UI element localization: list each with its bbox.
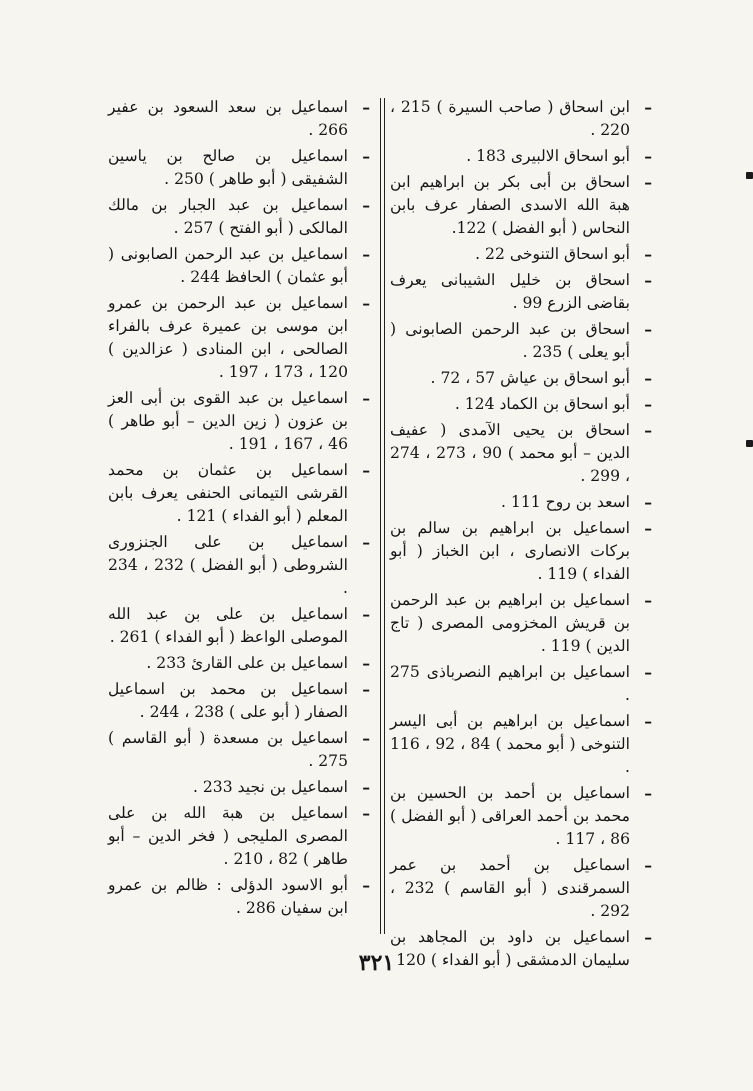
entry-text: أبو اسحاق بن عياش 57 ، 72 . bbox=[430, 369, 630, 387]
entry-text: اسماعيل بن عبد القوى بن أبى العز بن عزون ( زين الدين – أبو طاهر ) 46 ، 167 ، 191 . bbox=[108, 389, 348, 453]
entry-bullet: – bbox=[644, 663, 652, 682]
entry-text: اسماعيل بن صالح بن ياسين الشفيقى ( أبو طاهر ) 250 . bbox=[108, 147, 348, 188]
index-entry bbox=[108, 194, 370, 240]
entry-text: اسماعيل بن مسعدة ( أبو القاسم ) 275 . bbox=[108, 729, 348, 770]
entry-text: اسماعيل بن عثمان بن محمد القرشى التيمانى الحنفى يعرف بابن المعلم ( أبو الفداء ) 121 . bbox=[108, 461, 348, 525]
entry-bullet: – bbox=[644, 147, 652, 166]
column-divider bbox=[380, 98, 381, 934]
entry-bullet: – bbox=[362, 778, 370, 797]
index-column-right bbox=[390, 96, 652, 975]
entry-bullet: – bbox=[362, 804, 370, 823]
index-entry bbox=[390, 419, 652, 488]
entry-bullet: – bbox=[644, 493, 652, 512]
index-entry bbox=[108, 96, 370, 142]
entry-text: أبو اسحاق بن الكماد 124 . bbox=[454, 395, 630, 413]
index-entry bbox=[108, 292, 370, 384]
entry-bullet: – bbox=[644, 784, 652, 803]
entry-text: ابن اسحاق ( صاحب السيرة ) 215 ، 220 . bbox=[390, 98, 630, 139]
entry-text: اسماعيل بن هبة الله بن على المصرى المليجى ( فخر الدين – أبو طاهر ) 82 ، 210 . bbox=[108, 804, 348, 868]
entry-bullet: – bbox=[362, 389, 370, 408]
index-entry bbox=[108, 145, 370, 191]
index-entry bbox=[390, 661, 652, 707]
index-entry bbox=[390, 854, 652, 923]
entry-text: اسماعيل بن سعد السعود بن عفير 266 . bbox=[108, 98, 348, 139]
entry-bullet: – bbox=[644, 271, 652, 290]
entry-bullet: – bbox=[362, 680, 370, 699]
index-entry bbox=[390, 782, 652, 851]
entry-bullet: – bbox=[362, 147, 370, 166]
entry-text: اسماعيل بن نجيد 233 . bbox=[192, 778, 348, 796]
index-entry bbox=[390, 491, 652, 514]
entry-bullet: – bbox=[362, 294, 370, 313]
entry-text: اسحاق بن يحيى الآمدى ( عفيف الدين – أبو محمد ) 90 ، 273 ، 274 ، 299 . bbox=[390, 421, 631, 485]
index-entry bbox=[390, 393, 652, 416]
entry-bullet: – bbox=[644, 395, 652, 414]
page-number: ٣٢١ bbox=[358, 950, 395, 976]
entry-bullet: – bbox=[644, 591, 652, 610]
entry-text: اسماعيل بن ابراهيم النصرباذى 275 . bbox=[390, 663, 630, 704]
index-entry bbox=[390, 96, 652, 142]
index-entry bbox=[108, 874, 370, 920]
entry-bullet: – bbox=[644, 245, 652, 264]
entry-text: أبو الاسود الدؤلى : ظالم بن عمرو ابن سفيان 286 . bbox=[108, 876, 348, 917]
entry-text: اسماعيل بن عبد الجبار بن مالك المالكى ( أبو الفتح ) 257 . bbox=[108, 196, 348, 237]
index-entry bbox=[108, 678, 370, 724]
entry-text: اسماعيل بن أحمد بن الحسين بن محمد بن أحمد العراقى ( أبو الفضل ) 86 ، 117 . bbox=[390, 784, 630, 848]
entry-text: اسماعيل بن على القارئ 233 . bbox=[146, 654, 348, 672]
index-entry bbox=[390, 171, 652, 240]
entry-text: اسماعيل بن ابراهيم بن عبد الرحمن بن قريش المخزومى المصرى ( تاج الدين ) 119 . bbox=[390, 591, 630, 655]
entry-text: اسماعيل بن على بن عبد الله الموصلى الواعظ ( أبو الفداء ) 261 . bbox=[108, 605, 348, 646]
entry-bullet: – bbox=[644, 421, 652, 440]
entry-text: اسحاق بن عبد الرحمن الصابونى ( أبو يعلى ) 235 . bbox=[390, 320, 630, 361]
index-entry bbox=[390, 243, 652, 266]
entry-bullet: – bbox=[644, 173, 652, 192]
entry-text: اسماعيل بن ابراهيم بن سالم بن بركات الانصارى ، ابن الخباز ( أبو الفداء ) 119 . bbox=[390, 519, 630, 583]
index-entry bbox=[108, 776, 370, 799]
entry-bullet: – bbox=[644, 856, 652, 875]
entry-bullet: – bbox=[362, 98, 370, 117]
entry-bullet: – bbox=[644, 928, 652, 947]
index-entry bbox=[390, 318, 652, 364]
entry-text: اسماعيل بن عبد الرحمن بن عمرو ابن موسى بن عميرة عرف بالفراء الصالحى ، ابن المنادى ( عزالدين ) 120 ، 173 ، 197 . bbox=[108, 294, 348, 381]
entry-text: اسماعيل بن محمد بن اسماعيل الصفار ( أبو على ) 238 ، 244 . bbox=[108, 680, 348, 721]
index-entry bbox=[390, 367, 652, 390]
margin-mark bbox=[746, 440, 753, 447]
entry-text: أبو اسحاق التنوخى 22 . bbox=[475, 245, 630, 263]
entry-bullet: – bbox=[644, 320, 652, 339]
index-entry bbox=[390, 269, 652, 315]
entry-bullet: – bbox=[362, 605, 370, 624]
entry-bullet: – bbox=[644, 98, 652, 117]
index-entry bbox=[108, 243, 370, 289]
entry-bullet: – bbox=[362, 654, 370, 673]
entry-bullet: – bbox=[362, 876, 370, 895]
entry-text: اسماعيل بن ابراهيم بن أبى اليسر التنوخى ( أبو محمد ) 84 ، 92 ، 116 . bbox=[390, 712, 631, 776]
entry-bullet: – bbox=[362, 729, 370, 748]
index-entry bbox=[108, 603, 370, 649]
index-entry bbox=[108, 727, 370, 773]
entry-text: اسعد بن روح 111 . bbox=[500, 493, 630, 511]
entry-bullet: – bbox=[644, 712, 652, 731]
index-entry bbox=[108, 387, 370, 456]
entry-text: اسماعيل بن أحمد بن عمر السمرقندى ( أبو القاسم ) 232 ، 292 . bbox=[390, 856, 630, 920]
index-entry bbox=[108, 652, 370, 675]
entry-bullet: – bbox=[362, 245, 370, 264]
entry-text: اسماعيل بن داود بن المجاهد بن سليمان الدمشقى ( أبو الفداء ) 120 bbox=[390, 928, 630, 969]
entry-text: اسحاق بن أبى بكر بن ابراهيم ابن هبة الله الاسدى الصفار عرف بابن النحاس ( أبو الفضل ) 122. bbox=[390, 173, 630, 237]
index-column-left bbox=[108, 96, 370, 923]
index-entry bbox=[108, 459, 370, 528]
entry-bullet: – bbox=[644, 369, 652, 388]
index-entry bbox=[390, 589, 652, 658]
entry-bullet: – bbox=[362, 196, 370, 215]
entry-text: اسماعيل بن على الجنزورى الشروطى ( أبو الفضل ) 232 ، 234 . bbox=[108, 533, 348, 597]
index-entry bbox=[108, 802, 370, 871]
entry-bullet: – bbox=[644, 519, 652, 538]
entry-bullet: – bbox=[362, 461, 370, 480]
column-divider bbox=[384, 98, 385, 934]
margin-mark bbox=[746, 172, 753, 179]
entry-text: اسماعيل بن عبد الرحمن الصابونى ( أبو عثمان ) الحافظ 244 . bbox=[108, 245, 348, 286]
entry-bullet: – bbox=[362, 533, 370, 552]
index-entry bbox=[390, 145, 652, 168]
entry-text: اسحاق بن خليل الشيبانى يعرف بقاضى الزرع 99 . bbox=[390, 271, 630, 312]
index-entry bbox=[390, 710, 652, 779]
index-entry bbox=[390, 517, 652, 586]
index-entry bbox=[108, 531, 370, 600]
entry-text: أبو اسحاق الالبيرى 183 . bbox=[466, 147, 630, 165]
